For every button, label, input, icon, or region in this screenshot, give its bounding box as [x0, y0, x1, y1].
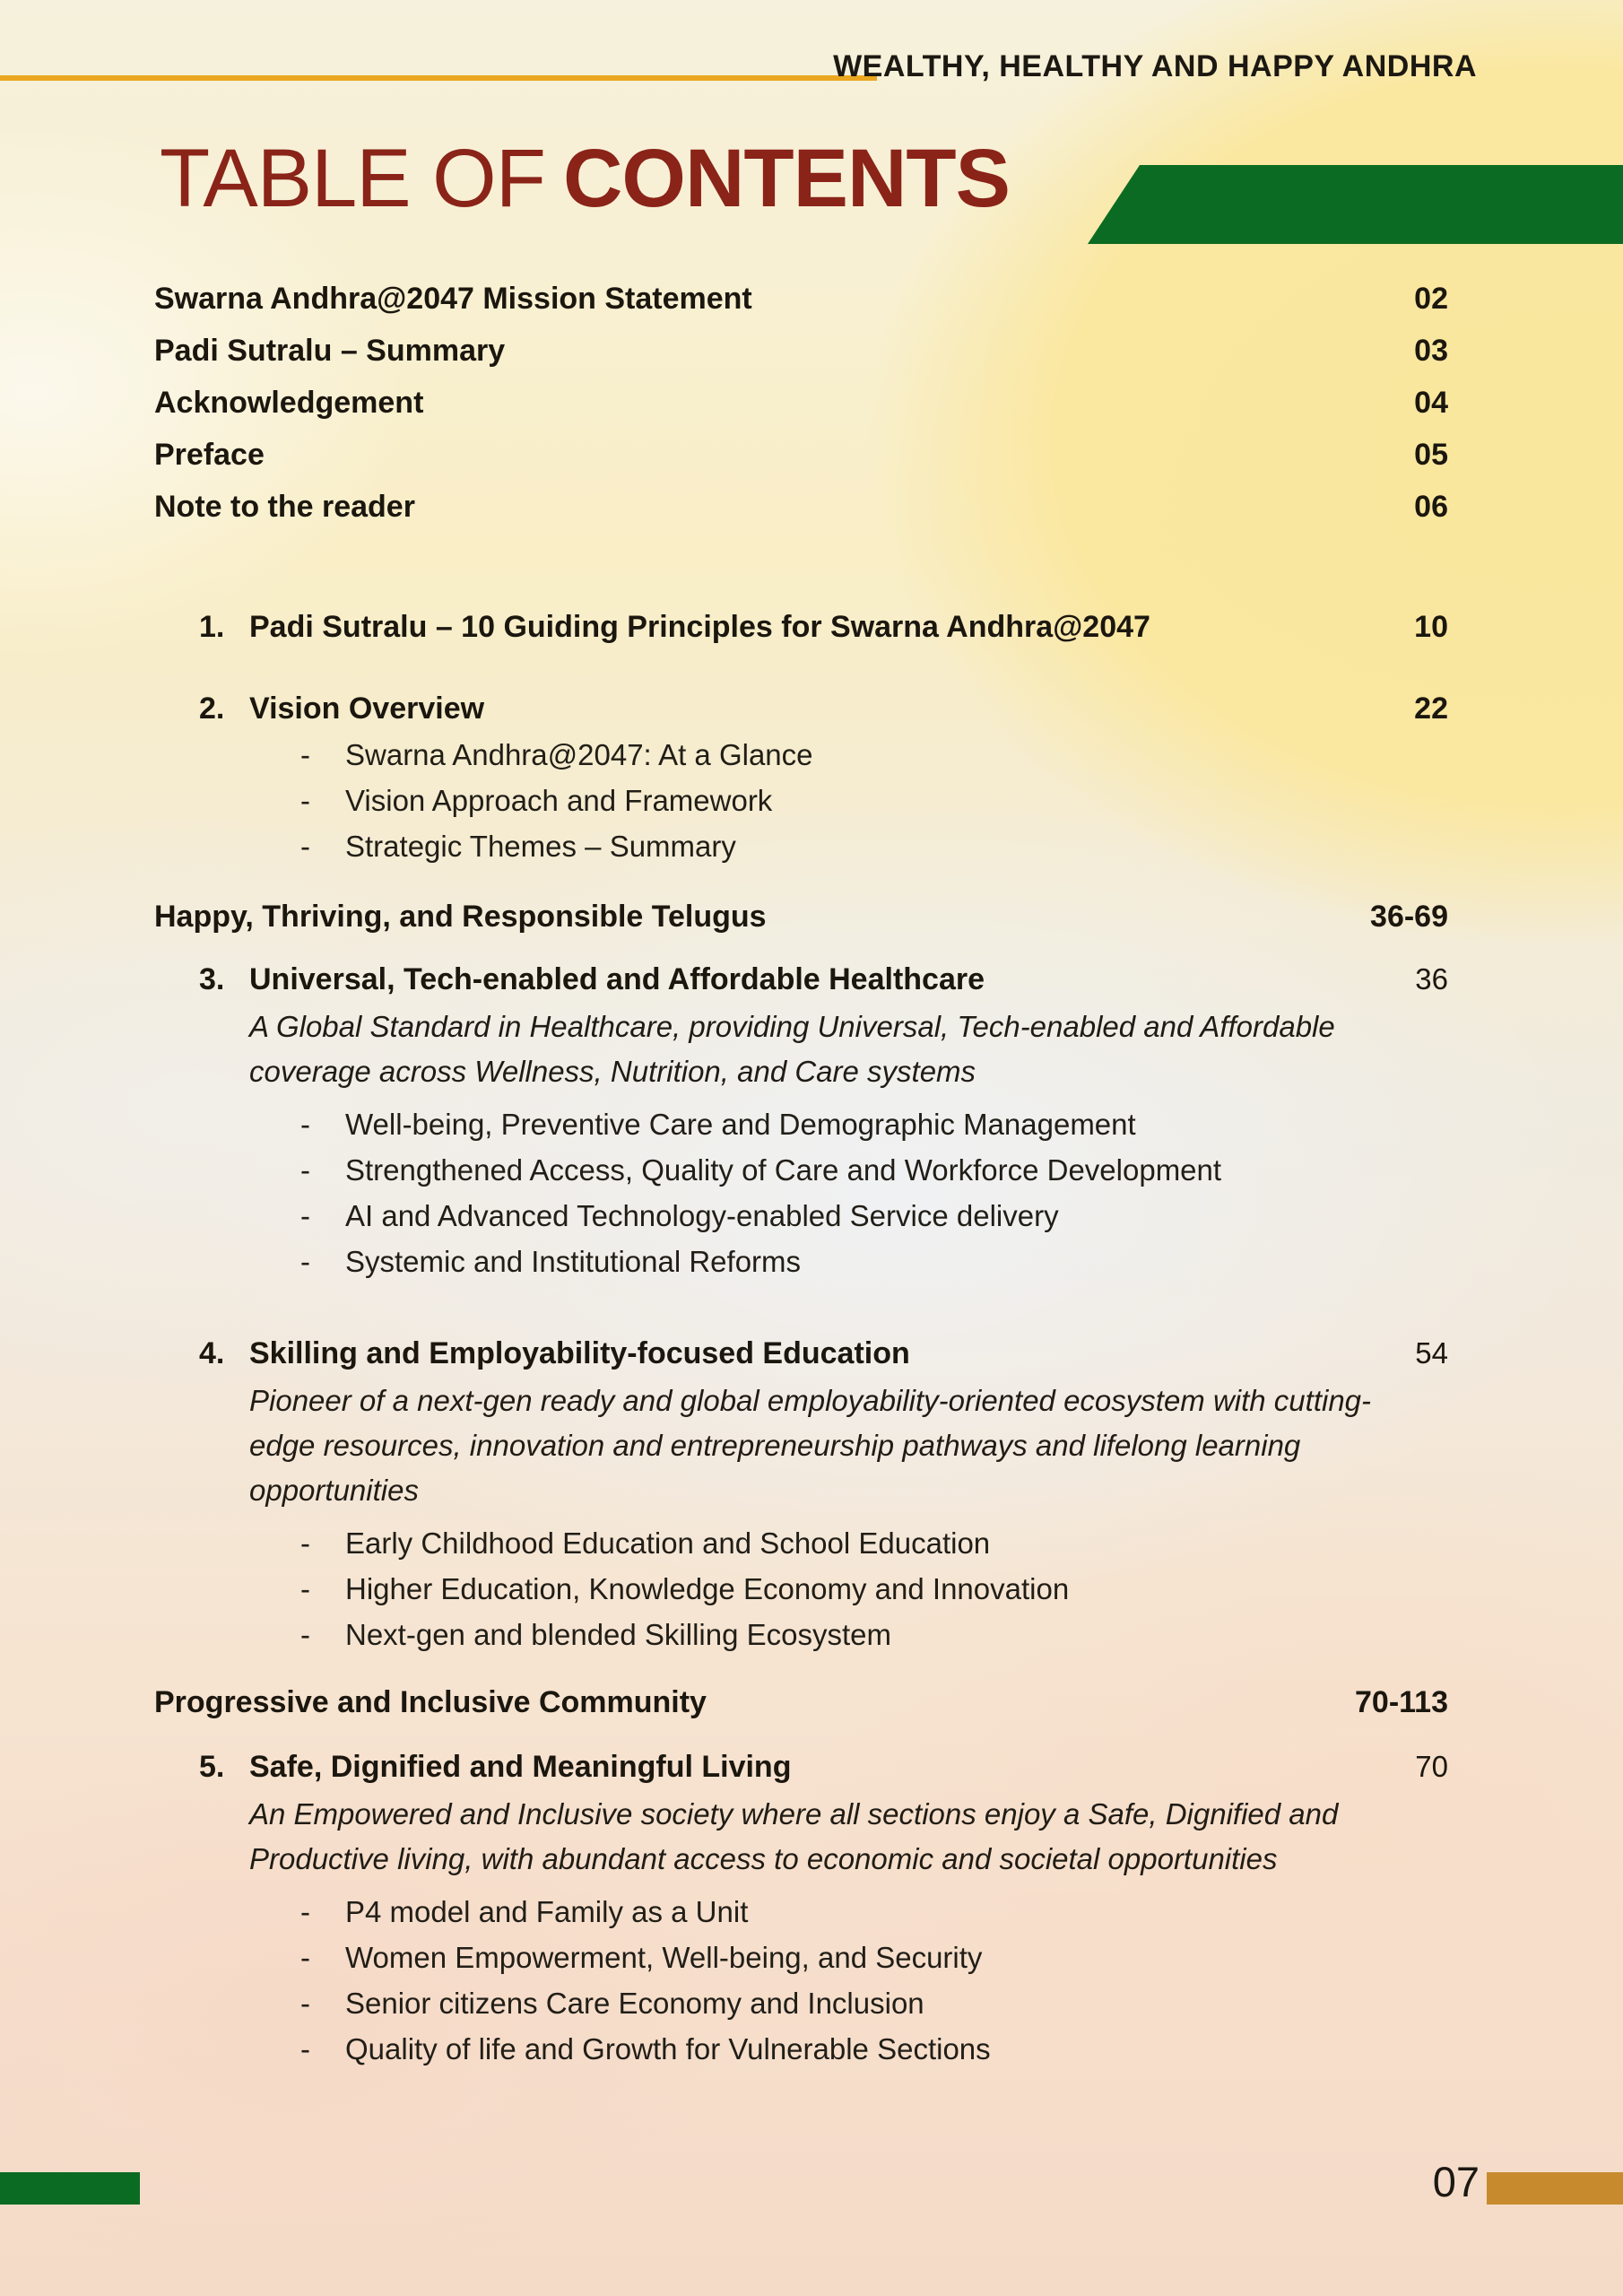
- subitem-label: Women Empowerment, Well-being, and Security: [345, 1941, 983, 1974]
- toc-item: [154, 692, 1448, 863]
- item-subitems: [154, 1527, 1448, 1651]
- subitem: [300, 1109, 1448, 1141]
- toc-item-row: [154, 1337, 1448, 1370]
- item-description-line: edge resources, innovation and entrepreneurship pathways and lifelong learning: [249, 1429, 1301, 1462]
- item-subitems: [154, 1896, 1448, 2066]
- subitem-dash-icon: -: [300, 1108, 310, 1141]
- item-description: [249, 1004, 1448, 1094]
- subitem: [300, 1154, 1448, 1187]
- subitem-dash-icon: -: [300, 1199, 310, 1232]
- subitem-label: Strategic Themes – Summary: [345, 830, 736, 863]
- subitem-dash-icon: -: [300, 738, 310, 771]
- subitem: [300, 1200, 1448, 1232]
- item-title: Skilling and Employability-focused Education: [249, 1336, 910, 1370]
- subitem-label: Next-gen and blended Skilling Ecosystem: [345, 1618, 892, 1651]
- part-heading: [154, 1686, 1448, 1718]
- footer-gold-bar: [1487, 2172, 1623, 2205]
- subitem: [300, 1573, 1448, 1605]
- front-matter-list: [154, 283, 1448, 523]
- toc-entry-label: Swarna Andhra@2047 Mission Statement: [154, 282, 752, 316]
- subitem-label: Vision Approach and Framework: [345, 784, 773, 817]
- toc: [154, 283, 1448, 2066]
- toc-item-row: [154, 692, 1448, 725]
- item-number: 5.: [199, 1750, 225, 1784]
- item-description-line: Pioneer of a next-gen ready and global employability-oriented ecosystem with cutting-: [249, 1384, 1372, 1417]
- item-description: [249, 1378, 1448, 1513]
- toc-item-row: [154, 963, 1448, 996]
- toc-entry: [154, 335, 1448, 367]
- subitem-label: Strengthened Access, Quality of Care and Workforce Development: [345, 1153, 1222, 1187]
- toc-item: [154, 611, 1448, 643]
- subitem-label: Systemic and Institutional Reforms: [345, 1245, 802, 1278]
- item-page: 70: [1415, 1750, 1448, 1783]
- item-page: 22: [1414, 691, 1448, 726]
- toc-entry: [154, 491, 1448, 523]
- subitem-label: AI and Advanced Technology-enabled Service delivery: [345, 1199, 1059, 1232]
- toc-entry: [154, 439, 1448, 471]
- toc-entry-label: Acknowledgement: [154, 386, 424, 420]
- item-number: 3.: [199, 962, 225, 996]
- toc-entry-page: 05: [1414, 438, 1448, 472]
- toc-entry: [154, 387, 1448, 419]
- subitem-dash-icon: -: [300, 2032, 310, 2066]
- item-page: 54: [1415, 1336, 1448, 1370]
- toc-item: [154, 1337, 1448, 1651]
- toc-entry-page: 02: [1414, 282, 1448, 316]
- item-title: Vision Overview: [249, 691, 485, 726]
- subitem-dash-icon: -: [300, 1245, 310, 1278]
- toc-entry-label: Note to the reader: [154, 490, 415, 524]
- subitem: [300, 739, 1448, 771]
- item-description-line: An Empowered and Inclusive society where all sections enjoy a Safe, Dignified and: [249, 1797, 1339, 1831]
- item-title: Universal, Tech-enabled and Affordable Healthcare: [249, 962, 985, 996]
- title-ribbon: [1088, 165, 1623, 244]
- part-heading-pages: 70-113: [1355, 1685, 1448, 1719]
- toc-item: [154, 963, 1448, 1278]
- page-title: [160, 133, 1010, 224]
- part-heading: [154, 900, 1448, 933]
- subitem-dash-icon: -: [300, 830, 310, 863]
- part-heading-pages: 36-69: [1370, 900, 1448, 934]
- toc-entry-label: Padi Sutralu – Summary: [154, 334, 506, 368]
- item-number: 4.: [199, 1336, 225, 1370]
- subitem: [300, 1987, 1448, 2020]
- item-title: Safe, Dignified and Meaningful Living: [249, 1750, 792, 1784]
- item-subitems: [154, 739, 1448, 863]
- toc-entry: [154, 283, 1448, 315]
- subitem: [300, 1246, 1448, 1278]
- subitem-dash-icon: -: [300, 1526, 310, 1560]
- subitem-label: Swarna Andhra@2047: At a Glance: [345, 738, 813, 771]
- item-page: 10: [1414, 610, 1448, 644]
- item-number: 2.: [199, 691, 225, 726]
- toc-entry-page: 06: [1414, 490, 1448, 524]
- toc-entry-page: 04: [1414, 386, 1448, 420]
- subitem-dash-icon: -: [300, 1895, 310, 1928]
- item-title: Padi Sutralu – 10 Guiding Principles for Swarna Andhra@2047: [249, 610, 1150, 644]
- subitem-dash-icon: -: [300, 784, 310, 817]
- subitem-label: Senior citizens Care Economy and Inclusion: [345, 1987, 924, 2020]
- subitem: [300, 1619, 1448, 1651]
- part-heading-label: Happy, Thriving, and Responsible Telugus: [154, 900, 767, 934]
- sections-list: [154, 611, 1448, 2066]
- subitem-label: P4 model and Family as a Unit: [345, 1895, 749, 1928]
- item-description: [249, 1792, 1448, 1882]
- footer-page-number: 07: [1432, 2158, 1480, 2205]
- subitem: [300, 785, 1448, 817]
- subitem-dash-icon: -: [300, 1153, 310, 1187]
- header-title: WEALTHY, HEALTHY AND HAPPY ANDHRA: [833, 49, 1477, 83]
- subitem: [300, 2033, 1448, 2066]
- toc-entry-label: Preface: [154, 438, 265, 472]
- subitem: [300, 1942, 1448, 1974]
- item-description-line: Productive living, with abundant access to economic and societal opportunities: [249, 1842, 1278, 1875]
- subitem-dash-icon: -: [300, 1572, 310, 1605]
- subitem-label: Higher Education, Knowledge Economy and Innovation: [345, 1572, 1070, 1605]
- part-heading-label: Progressive and Inclusive Community: [154, 1685, 707, 1719]
- toc-entry-page: 03: [1414, 334, 1448, 368]
- subitem-label: Well-being, Preventive Care and Demographic Management: [345, 1108, 1136, 1141]
- item-description-line: coverage across Wellness, Nutrition, and Care systems: [249, 1055, 976, 1088]
- item-description-line: A Global Standard in Healthcare, providing Universal, Tech-enabled and Affordable: [249, 1010, 1335, 1043]
- page-title-regular: TABLE OF: [160, 133, 545, 224]
- item-number: 1.: [199, 610, 225, 644]
- subitem: [300, 1896, 1448, 1928]
- subitem-label: Early Childhood Education and School Education: [345, 1526, 991, 1560]
- header-rule: [0, 75, 877, 81]
- item-page: 36: [1415, 962, 1448, 996]
- page-title-bold: CONTENTS: [562, 133, 1010, 224]
- footer-green-bar: [0, 2172, 140, 2205]
- subitem-dash-icon: -: [300, 1618, 310, 1651]
- subitem-dash-icon: -: [300, 1987, 310, 2020]
- item-subitems: [154, 1109, 1448, 1278]
- subitem: [300, 1527, 1448, 1560]
- item-description-line: opportunities: [249, 1474, 419, 1507]
- subitem: [300, 831, 1448, 863]
- subitem-label: Quality of life and Growth for Vulnerable Sections: [345, 2032, 991, 2066]
- subitem-dash-icon: -: [300, 1941, 310, 1974]
- toc-item: [154, 1751, 1448, 2066]
- toc-item-row: [154, 1751, 1448, 1783]
- toc-item-row: [154, 611, 1448, 643]
